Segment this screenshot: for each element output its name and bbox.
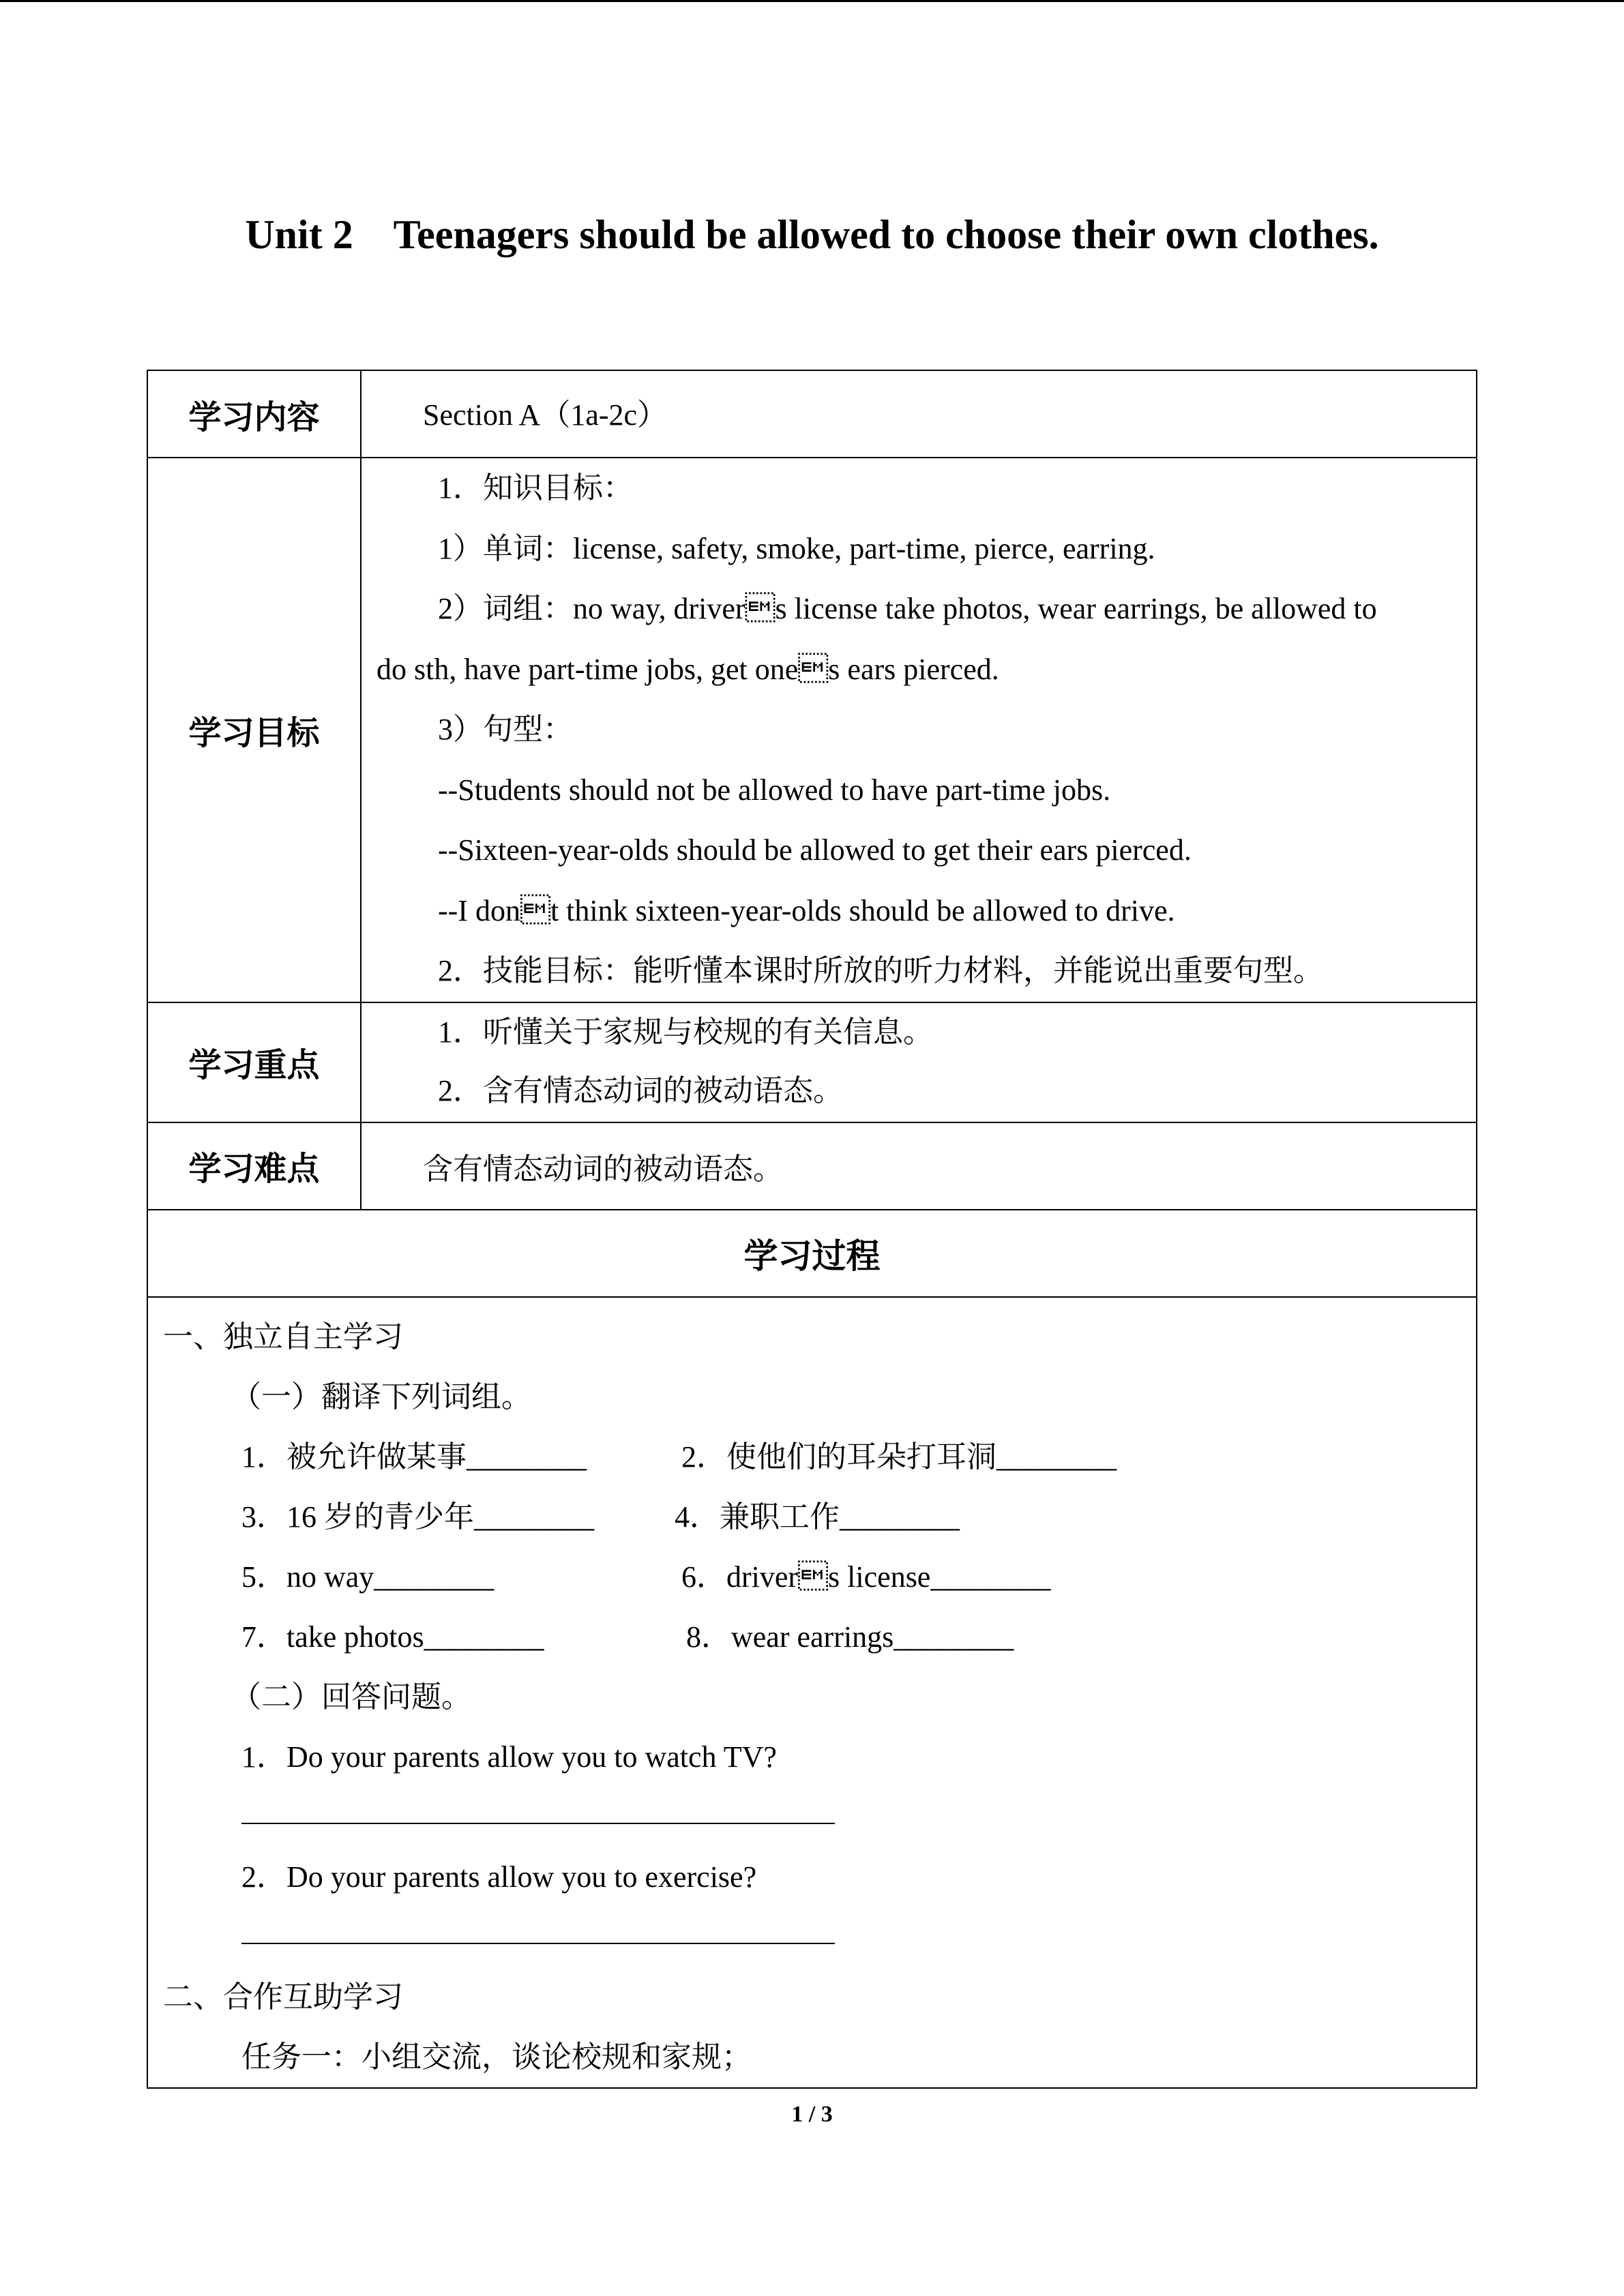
section-independent-study: 一、独立自主学习 [163, 1320, 403, 1354]
task-1: 任务一：小组交流，谈论校规和家规； [241, 2040, 752, 2074]
part-translate-heading: （一）翻译下列词组。 [231, 1380, 531, 1414]
objectives-body [361, 458, 1476, 1002]
row-difficulties [147, 1122, 1477, 1210]
objectives-line: --Students should not be allowed to have part-time jobs. [438, 773, 1111, 807]
objectives-line: --I dont think sixteen-year-olds should be allowed to drive. [438, 893, 1175, 927]
objectives-line: do sth, have part-time jobs, get ones ears pierced. [377, 652, 999, 686]
section-cooperative-study: 二、合作互助学习 [163, 1980, 403, 2014]
question-2: 2．Do your parents allow you to exercise? [241, 1860, 757, 1894]
translate-item: 6．drivers license________ [681, 1560, 1051, 1594]
objectives-line: 2．技能目标：能听懂本课时所放的听力材料，并能说出重要句型。 [438, 954, 1323, 987]
row-key-points [147, 1002, 1477, 1122]
page-number: 1 / 3 [791, 2102, 833, 2127]
row-study-content [147, 370, 1477, 458]
translate-item: 8．wear earrings________ [686, 1620, 1014, 1654]
objectives-line: 3）句型： [438, 713, 573, 746]
translate-item: 3．16 岁的青少年________ [241, 1500, 594, 1534]
translate-item: 4．兼职工作________ [675, 1500, 960, 1534]
lesson-plan-table [147, 370, 1477, 2089]
row-process-body [147, 1297, 1477, 2088]
page-title: Unit 2 Teenagers should be allowed to choose their own clothes. [245, 212, 1379, 257]
key-point-line: 1．听懂关于家规与校规的有关信息。 [438, 1015, 933, 1049]
key-points-body [361, 1003, 1476, 1120]
objectives-line: 1）单词：license, safety, smoke, part-time, pierce, earring. [438, 531, 1155, 565]
translate-item: 5．no way________ [241, 1560, 494, 1594]
translate-item-row [163, 1487, 1462, 1547]
label-difficulties: 学习难点 [147, 1122, 361, 1210]
translate-item: 7．take photos________ [241, 1620, 544, 1654]
question-1: 1．Do your parents allow you to watch TV? [241, 1740, 777, 1774]
objectives-line: 1．知识目标： [438, 471, 633, 505]
label-key-points: 学习重点 [147, 1002, 361, 1122]
objectives-line: 2）词组：no way, drivers license take photos, wear earrings, be allowed to [438, 592, 1377, 625]
row-objectives [147, 458, 1477, 1002]
translate-item-row [163, 1547, 1462, 1607]
translate-item: 1．被允许做某事________ [241, 1440, 587, 1474]
objectives-line: --Sixteen-year-olds should be allowed to get their ears pierced. [438, 833, 1192, 867]
translate-item-row [163, 1607, 1462, 1667]
answer-line-1 [163, 1787, 1462, 1847]
part-answer-heading: （二）回答问题。 [231, 1680, 471, 1714]
translate-item-row [163, 1427, 1462, 1487]
key-point-line: 2．含有情态动词的被动语态。 [438, 1073, 843, 1107]
process-heading: 学习过程 [147, 1210, 1477, 1297]
process-body [148, 1298, 1476, 2087]
study-content-text: Section A（1a-2c） [423, 398, 668, 432]
top-border-rule [0, 0, 1624, 2]
answer-line-2 [163, 1907, 1462, 1967]
difficulties-text: 含有情态动词的被动语态。 [423, 1152, 783, 1186]
label-study-content: 学习内容 [147, 370, 361, 458]
row-process-heading [147, 1210, 1477, 1297]
label-objectives: 学习目标 [147, 458, 361, 1002]
translate-item: 2．使他们的耳朵打耳洞________ [681, 1440, 1117, 1474]
